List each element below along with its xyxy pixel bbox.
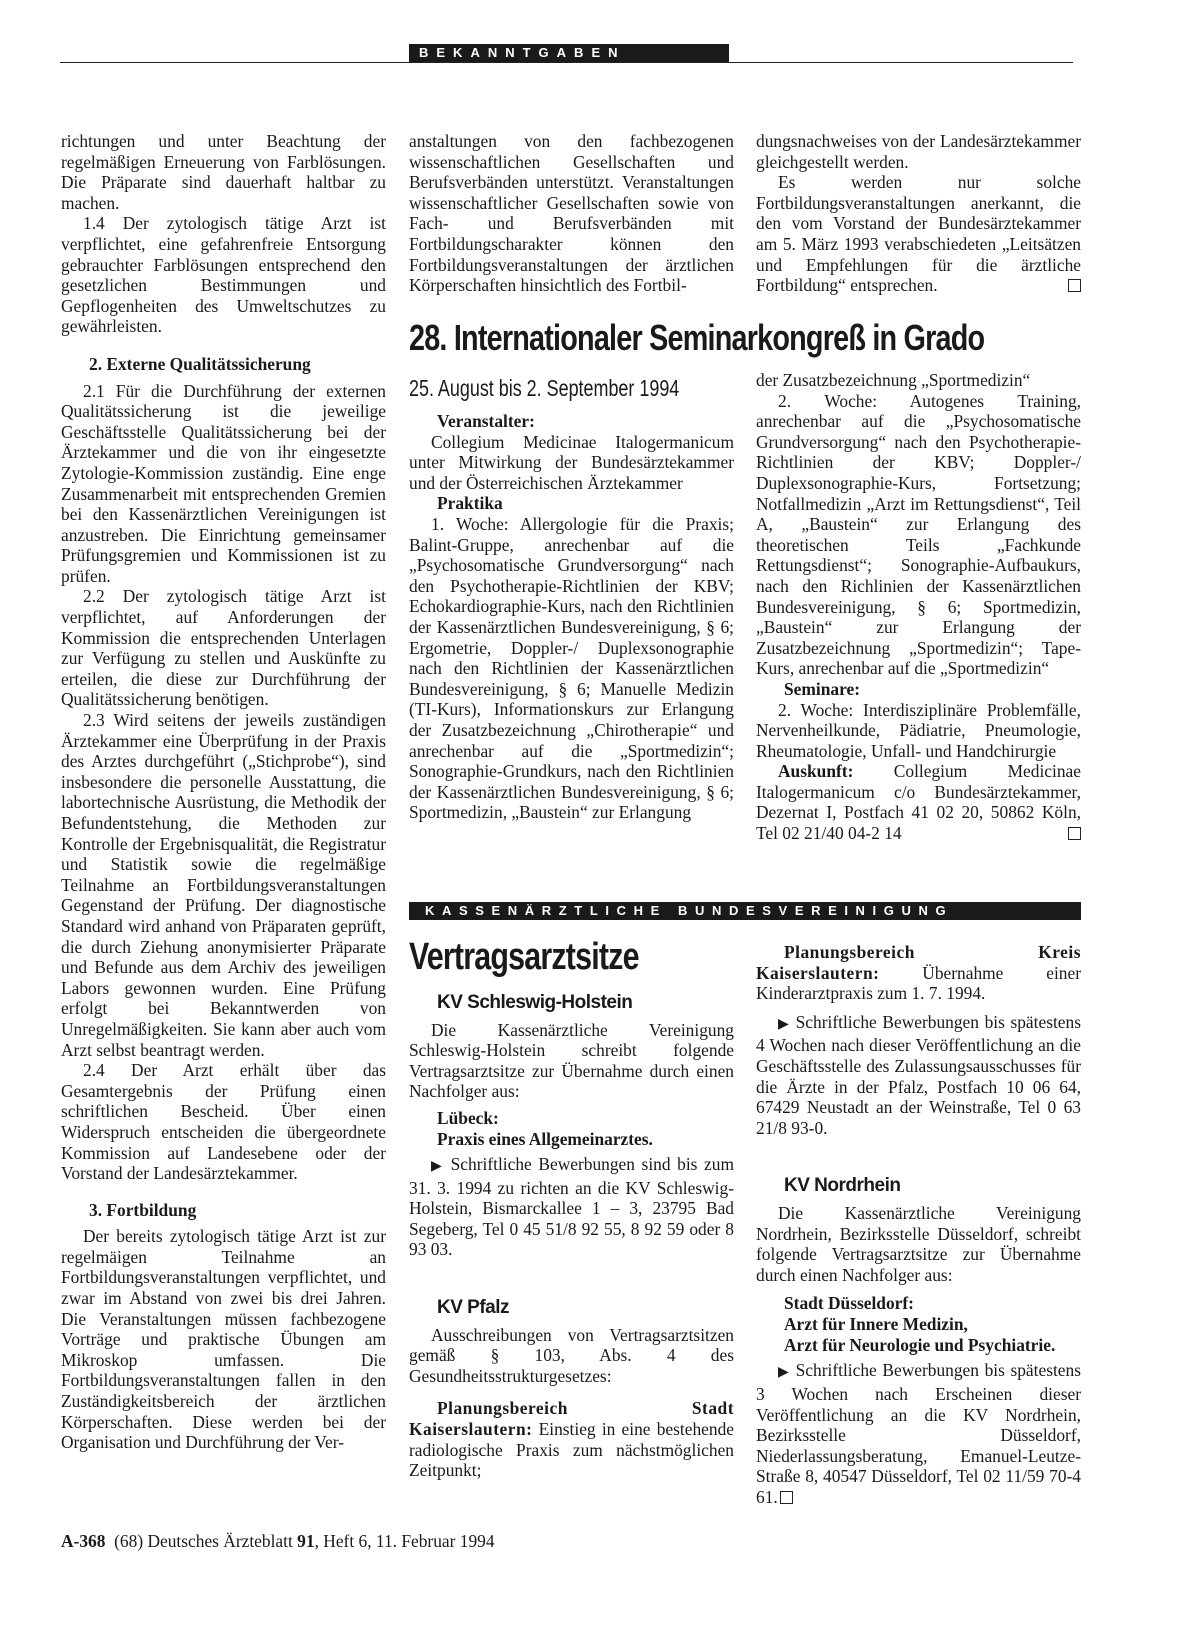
paragraph-text: Einstieg in eine bestehende radiologische Praxis zum nächstmöglichen Zeitpunkt;	[409, 1418, 734, 1481]
label-place: Stadt Düsseldorf:	[784, 1293, 914, 1314]
triangle-right-icon: ▶	[431, 1158, 445, 1174]
paragraph: 2.3 Wird seitens der jeweils zuständigen Ärztekammer eine Überprüfung in der Praxis des Arztes durchgeführt („Stichprobe“), sind insbesondere die personelle Ausstattung, die labortechnische Ausrüstung, die Methodik der Befundentstehung, die Methoden zur Kontrolle der Ergebnisqualität, die Registratur und Statistik sowie die regelmäßige Teilnahme an Fortbildungsveranstaltungen Gegenstand der Prüfung. Der diagnostische Standard wird anhand von Präparaten geprüft, die durch Ziehung anonymisierter Präparate und Befunde aus dem Archiv des jeweiligen Labors gewonnen wurden. Eine Prüfung erfolgt bei Bekanntwerden von Unregelmäßigkeiten. Sie kann aber auch vom Arzt selbst beantragt werden.	[61, 710, 386, 1060]
subheading-pfalz: KV Pfalz	[437, 1296, 510, 1318]
page-number: A-368	[61, 1531, 106, 1551]
paragraph: Ausschreibungen von Vertragsarztsitzen gemäß § 103, Abs. 4 des Gesundheitsstrukturgesetzes:	[409, 1324, 734, 1386]
end-mark-icon	[780, 1491, 793, 1504]
column-2-top	[409, 131, 734, 296]
footer-issue: , Heft 6, 11. Februar 1994	[314, 1531, 495, 1551]
footer	[61, 1531, 495, 1552]
paragraph: 2.4 Der Arzt erhält über das Gesamtergebnis der Prüfung einen schriftlichen Bescheid. Über einen Widerspruch entscheiden die übergeordnete Kommission auf Landesebene oder der Vorstand der Landesärztekammer.	[61, 1060, 386, 1184]
article-title-vertragsarztsitze: Vertragsarztsitze	[409, 936, 639, 978]
section-header-kbv: KASSENÄRZTLICHE BUNDESVEREINIGUNG	[409, 902, 1081, 920]
kbv-column-2	[409, 993, 734, 1481]
paragraph	[756, 1360, 1081, 1507]
paragraph: 1. Woche: Allergologie für die Praxis; Balint-Gruppe, anrechenbar auf die „Psychosomatische Grundversorgung“ nach den Psychotherapie-Richtlinien der KBV; Echokardiographie-Kurs, nach den Richtlinien der Kassenärztlichen Bundesvereinigung, § 6; Ergometrie, Doppler-/ Duplexsonographie nach den Richtlinien der Kassenärztlichen Bundesvereinigung, § 6; Manuelle Medizin (TI-Kurs), Informationskurs zur Erlangung der Zusatzbezeichnung „Chirotherapie“ und anrechenbar auf die „Sportmedizin“; Sonographie-Grundkurs, nach den Richtlinien der Kassenärztlichen Bundesvereinigung, § 6; Sportmedizin, „Baustein“ zur Erlangung	[409, 513, 734, 823]
column-1	[61, 131, 386, 1453]
end-mark-icon	[1068, 827, 1081, 840]
paragraph	[756, 761, 1081, 843]
paragraph: Die Kassenärztliche Vereinigung Schleswig-Holstein schreibt folgende Vertragsarztsitze zur Übernahme durch einen Nachfolger aus:	[409, 1019, 734, 1102]
paragraph: 2.1 Für die Durchführung der externen Qualitätssicherung ist die jeweilige Geschäftsstelle Qualitätssicherung bei der Ärztekammer und die von ihr eingesetzte Zytologie-Kommission zuständig. Eine enge Zusammenarbeit mit entsprechenden Gremien bei den Kassenärztlichen Vereinigungen ist anzustreben. Die Einrichtung gemeinsamer Prüfungsgremien und Kommissionen ist zu prüfen.	[61, 380, 386, 586]
label-post: Praxis eines Allgemeinarztes.	[437, 1128, 653, 1149]
paragraph: 1.4 Der zytologisch tätige Arzt ist verpflichtet, eine gefahrenfreie Entsorgung gebrauchter Farblösungen entsprechend den gesetzlichen Bestimmungen und Gepflogenheiten des Umweltschutzes zu gewährleisten.	[61, 213, 386, 337]
label-planungsbereich: Planungsbereich Stadt Kaiserslautern:	[409, 1398, 734, 1439]
paragraph: Die Kassenärztliche Vereinigung Nordrhein, Bezirksstelle Düsseldorf, schreibt folgende Vertragsarztsitze zur Übernahme durch einen Nachfolger aus:	[756, 1202, 1081, 1285]
paragraph-text: Schriftliche Bewerbungen sind bis zum 31. 3. 1994 zu richten an die KV Schleswig-Holstein, Bismarckallee 1 – 3, 23795 Bad Segeberg, Tel 0 45 51/8 92 55, 8 92 59 oder 8 93 03.	[409, 1153, 734, 1260]
triangle-right-icon: ▶	[778, 1365, 791, 1381]
kbv-column-3	[756, 942, 1081, 1507]
paragraph: anstaltungen von den fachbezogenen wissenschaftlichen Gesellschaften und Berufsverbänden unterstützt. Veranstaltungen wissenschaftlicher Gesellschaften sowie von Fach- und Berufsverbänden mit Fortbildungscharakter können den Fortbildungsveranstaltungen der ärztlichen Körperschaften hinsichtlich des Fortbil-	[409, 131, 734, 296]
paragraph: 2.2 Der zytologisch tätige Arzt ist verpflichtet, auf Anforderungen der Kommission die entsprechenden Unterlagen zur Verfügung zu stellen und Auskünfte zu erteilen, die diese zur Durchführung der Qualitätssicherung benötigen.	[61, 586, 386, 710]
paragraph: Collegium Medicinae Italogermanicum unter Mitwirkung der Bundesärztekammer und der Österreichischen Ärztekammer	[409, 431, 734, 493]
paragraph: dungsnachweises von der Landesärztekammer gleichgestellt werden.	[756, 131, 1081, 172]
paragraph: der Zusatzbezeichnung „Sportmedizin“	[756, 370, 1031, 390]
label-auskunft: Auskunft:	[778, 761, 854, 782]
label-planungsbereich: Planungsbereich Kreis Kaiserslautern:	[756, 942, 1081, 983]
paragraph-text: Schriftliche Bewerbungen bis spätestens 3 Wochen nach Erscheinen dieser Veröffentlichung an die KV Nordrhein, Bezirksstelle Düsseldorf, Niederlassungsberatung, Emanuel-Leutze-Straße 8, 40547 Düsseldorf, Tel 02 11/59 70-4 61.	[756, 1360, 1081, 1507]
paragraph	[756, 172, 1081, 296]
paragraph: 2. Woche: Autogenes Training, anrechenbar auf die „Psychosomatische Grundversorgung“ nach den Psychotherapie-Richtlinien der KBV; Doppler-/ Duplexsonographie-Kurs, Fortsetzung; Notfallmedizin „Arzt im Rettungsdienst“, Teil A, „Baustein“ zur Erlangung des theoretischen Teils „Fachkunde Rettungsdienst“; Sonographie-Aufbaukurs, nach den Richlinien der Kassenärztlichen Bundesvereinigung, § 6; Sportmedizin, „Baustein“ zur Erlangung der Zusatzbezeichnung „Sportmedizin“; Tape-Kurs, anrechenbar auf die „Sportmedizin“	[756, 390, 1081, 679]
section-heading: 2. Externe Qualitätssicherung	[89, 353, 311, 374]
paragraph-text: Schriftliche Bewerbungen bis spätestens 4 Wochen nach dieser Veröffentlichung an die Geschäftsstelle des Zulassungsausschusses für die Ärzte in der Pfalz, Postfach 10 06 64, 67429 Neustadt an der Weinstraße, Tel 0 63 21/8 93-0.	[756, 1011, 1081, 1138]
label-praktika: Praktika	[437, 493, 503, 514]
paragraph: richtungen und unter Beachtung der regelmäßigen Erneuerung von Farblösungen. Die Präparate sind dauerhaft haltbar zu machen.	[61, 131, 386, 213]
paragraph-text: Übernahme einer Kinderarztpraxis zum 1. 7. 1994.	[756, 962, 1081, 1004]
subheading-sh: KV Schleswig-Holstein	[437, 992, 633, 1013]
paragraph-text: Es werden nur solche Fortbildungsveranstaltungen anerkannt, die den vom Vorstand der Bundesärztekammer am 5. März 1993 verabschiedeten „Leitsätzen und Empfehlungen für die ärztliche Fortbildung“ entsprechen.	[756, 172, 1081, 296]
column-3-top	[756, 131, 1081, 296]
label-place: Lübeck:	[437, 1107, 499, 1128]
subheading-nordrhein: KV Nordrhein	[784, 1175, 901, 1197]
paragraph	[409, 1154, 734, 1260]
triangle-right-icon: ▶	[778, 1016, 791, 1032]
label-seminare: Seminare:	[784, 678, 860, 699]
grado-column-2	[409, 411, 734, 823]
label-post: Arzt für Innere Medizin,	[784, 1314, 968, 1335]
paragraph	[409, 1398, 734, 1480]
article-title: 28. Internationaler Seminarkongreß in Grado	[409, 317, 985, 358]
paragraph: 2. Woche: Interdisziplinäre Problemfälle, Nervenheilkunde, Pädiatrie, Pneumologie, Rheumatologie, Unfall- und Handchirurgie	[756, 699, 1081, 761]
label-post: Arzt für Neurologie und Psychiatrie.	[784, 1335, 1056, 1356]
section-header: BEKANNTGABEN	[409, 44, 729, 62]
label-veranstalter: Veranstalter:	[437, 411, 535, 431]
paragraph-text: Collegium Medicinae Italogermanicum c/o Bundesärztekammer, Dezernat I, Postfach 41 02 20, 50862 Köln, Tel 02 21/40 04-2 14	[756, 761, 1081, 844]
footer-journal: (68) Deutsches Ärzteblatt	[114, 1531, 298, 1551]
article-subtitle: 25. August bis 2. September 1994	[409, 375, 680, 401]
header-rule	[60, 62, 1073, 63]
footer-volume: 91	[297, 1531, 315, 1551]
grado-column-3	[756, 370, 1081, 844]
end-mark-icon	[1068, 279, 1081, 292]
paragraph	[756, 1012, 1081, 1139]
section-heading: 3. Fortbildung	[89, 1199, 197, 1220]
paragraph	[756, 942, 1081, 1004]
paragraph: Der bereits zytologisch tätige Arzt ist zur regelmäigen Teilnahme an Fortbildungsveranstaltungen verpflichtet, und zwar im Abstand von zwei bis drei Jahren. Die Veranstaltungen müssen fachbezogene Vorträge und praktische Übungen am Mikroskop umfassen. Die Fortbildungsveranstaltungen fallen in den Zuständigkeitsbereich der ärztlichen Körperschaften. Diese werden bei der Organisation und Durchführung der Ver-	[61, 1226, 386, 1453]
